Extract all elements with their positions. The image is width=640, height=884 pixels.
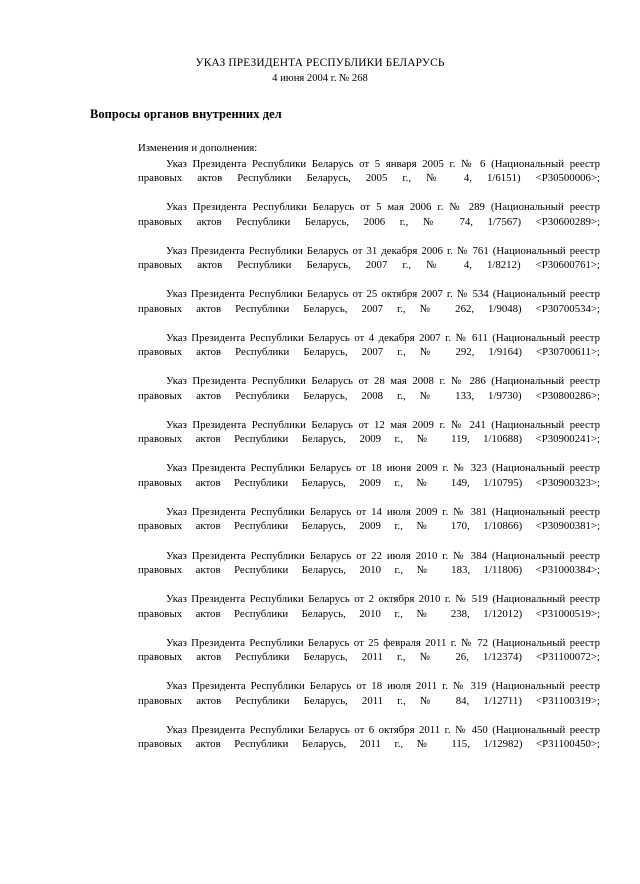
list-item: Указ Президента Республики Беларусь от 31 декабря 2006 г. № 761 (Национальный реестр правовых актов Республики Беларусь, 2007 г., № 4, 1/8212) <Р30600761>; [138,244,600,272]
list-item: Указ Президента Республики Беларусь от 2 октября 2010 г. № 519 (Национальный реестр правовых актов Республики Беларусь, 2010 г., № 238, 1/12012) <Р31000519>; [138,593,600,620]
list-item: Указ Президента Республики Беларусь от 25 февраля 2011 г. № 72 (Национальный реестр правовых актов Республики Беларусь, 2011 г., № 26, 1/12374) <Р31100072>; [138,636,600,664]
decree-heading: УКАЗ ПРЕЗИДЕНТА РЕСПУБЛИКИ БЕЛАРУСЬ [195,57,445,69]
list-item: Указ Президента Республики Беларусь от 12 мая 2009 г. № 241 (Национальный реестр правовых актов Республики Беларусь, 2009 г., № 119, 1/10688) <Р30900241>; [138,418,600,446]
list-item: Указ Президента Республики Беларусь от 22 июля 2010 г. № 384 (Национальный реестр правовых актов Республики Беларусь, 2010 г., № 183, 1/11806) <Р31000384>; [138,549,600,577]
list-item: Указ Президента Республики Беларусь от 14 июля 2009 г. № 381 (Национальный реестр правовых актов Республики Беларусь, 2009 г., № 170, 1/10866) <Р30900381>; [138,505,600,533]
list-item: Указ Президента Республики Беларусь от 6 октября 2011 г. № 450 (Национальный реестр правовых актов Республики Беларусь, 2011 г., № 115, 1/12982) <Р31100450>; [138,723,600,751]
decree-date-number: 4 июня 2004 г. № 268 [272,72,368,84]
document-page [0,56,640,884]
page-title: Вопросы органов внутренних дел [90,107,282,122]
list-item: Указ Президента Республики Беларусь от 5 января 2005 г. № 6 (Национальный реестр правовых актов Республики Беларусь, 2005 г., № 4, 1/6151) <Р30500006>; [138,157,600,185]
list-item: Указ Президента Республики Беларусь от 28 мая 2008 г. № 286 (Национальный реестр правовых актов Республики Беларусь, 2008 г., № 133, 1/9730) <Р30800286>; [138,375,600,402]
list-item: Указ Президента Республики Беларусь от 18 июня 2009 г. № 323 (Национальный реестр правовых актов Республики Беларусь, 2009 г., № 149, 1/10795) <Р30900323>; [138,462,600,489]
list-item: Указ Президента Республики Беларусь от 5 мая 2006 г. № 289 (Национальный реестр правовых актов Республики Беларусь, 2006 г., № 74, 1/7567) <Р30600289>; [138,201,600,228]
amendments-list [138,157,600,767]
amendments-intro-label: Изменения и дополнения: [138,142,258,155]
decree-header [0,56,640,85]
amendments-section [138,141,600,766]
list-item: Указ Президента Республики Беларусь от 18 июля 2011 г. № 319 (Национальный реестр правовых актов Республики Беларусь, 2011 г., № 84, 1/12711) <Р31100319>; [138,680,600,707]
list-item: Указ Президента Республики Беларусь от 4 декабря 2007 г. № 611 (Национальный реестр правовых актов Республики Беларусь, 2007 г., № 292, 1/9164) <Р30700611>; [138,331,600,359]
list-item: Указ Президента Республики Беларусь от 25 октября 2007 г. № 534 (Национальный реестр правовых актов Республики Беларусь, 2007 г., № 262, 1/9048) <Р30700534>; [138,288,600,315]
